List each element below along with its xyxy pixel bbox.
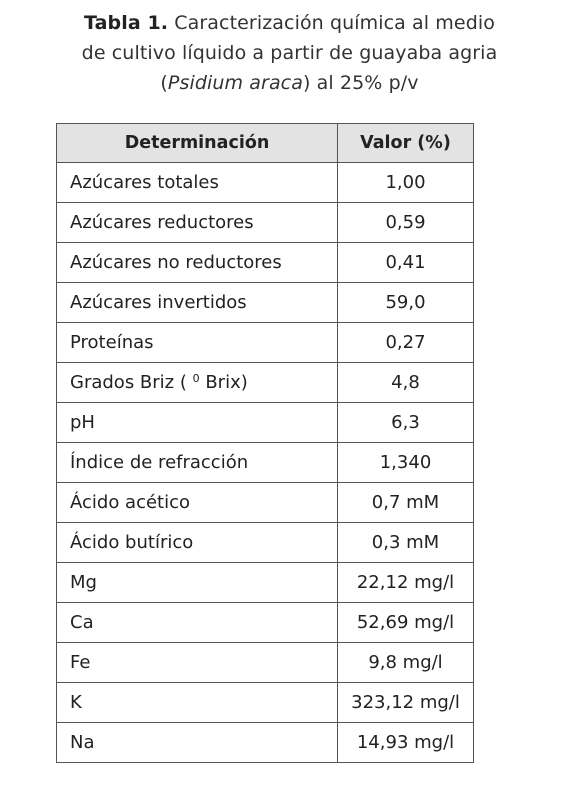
- caption-text-3: ) al 25% p/v: [302, 72, 419, 94]
- row-value: 14,93 mg/l: [338, 723, 474, 763]
- caption-label: Tabla 1.: [84, 12, 169, 34]
- table-row: [57, 523, 474, 563]
- row-value: 9,8 mg/l: [338, 643, 474, 683]
- row-name: Azúcares no reductores: [57, 243, 338, 283]
- caption-line-3: [0, 68, 579, 98]
- row-name: Mg: [57, 563, 338, 603]
- data-table: [56, 123, 474, 763]
- table-header-row: [57, 124, 474, 163]
- row-value: 22,12 mg/l: [338, 563, 474, 603]
- table-row: [57, 243, 474, 283]
- row-name: Ácido acético: [57, 483, 338, 523]
- row-name: Fe: [57, 643, 338, 683]
- row-name: Ácido butírico: [57, 523, 338, 563]
- row-value: 1,340: [338, 443, 474, 483]
- header-valor: Valor (%): [338, 124, 474, 163]
- row-name-text: Grados Briz (: [70, 372, 193, 393]
- row-value: 59,0: [338, 283, 474, 323]
- table-row: [57, 283, 474, 323]
- table-row: [57, 563, 474, 603]
- row-name: Azúcares totales: [57, 163, 338, 203]
- row-name: Índice de refracción: [57, 443, 338, 483]
- degree-superscript: 0: [192, 372, 200, 385]
- row-value: 0,59: [338, 203, 474, 243]
- table-row: [57, 603, 474, 643]
- row-value: 0,7 mM: [338, 483, 474, 523]
- table-row: [57, 683, 474, 723]
- row-name: pH: [57, 403, 338, 443]
- caption-species-name: Psidium araca: [167, 72, 303, 94]
- row-value: 0,41: [338, 243, 474, 283]
- table-row: [57, 403, 474, 443]
- row-name: [57, 363, 338, 403]
- row-name: Ca: [57, 603, 338, 643]
- table-caption: [0, 8, 579, 98]
- caption-text-1: Caracterización química al medio: [168, 12, 495, 34]
- table-row: [57, 483, 474, 523]
- row-value: 6,3: [338, 403, 474, 443]
- table-row: [57, 163, 474, 203]
- row-value: 323,12 mg/l: [338, 683, 474, 723]
- caption-paren-open: (: [160, 72, 168, 94]
- row-value: 0,27: [338, 323, 474, 363]
- row-name: Azúcares invertidos: [57, 283, 338, 323]
- table-row: [57, 443, 474, 483]
- row-value: 52,69 mg/l: [338, 603, 474, 643]
- row-name: Proteínas: [57, 323, 338, 363]
- row-value: 4,8: [338, 363, 474, 403]
- table-row: [57, 323, 474, 363]
- header-determinacion: Determinación: [57, 124, 338, 163]
- table-row: [57, 643, 474, 683]
- row-value: 1,00: [338, 163, 474, 203]
- table-row: [57, 203, 474, 243]
- row-name: K: [57, 683, 338, 723]
- row-name: Azúcares reductores: [57, 203, 338, 243]
- row-name-text-after: Brix): [199, 372, 248, 393]
- caption-line-2: de cultivo líquido a partir de guayaba agria: [81, 42, 498, 64]
- caption-line-1: [0, 8, 579, 38]
- table-row: [57, 723, 474, 763]
- row-name: Na: [57, 723, 338, 763]
- table-row: [57, 363, 474, 403]
- row-value: 0,3 mM: [338, 523, 474, 563]
